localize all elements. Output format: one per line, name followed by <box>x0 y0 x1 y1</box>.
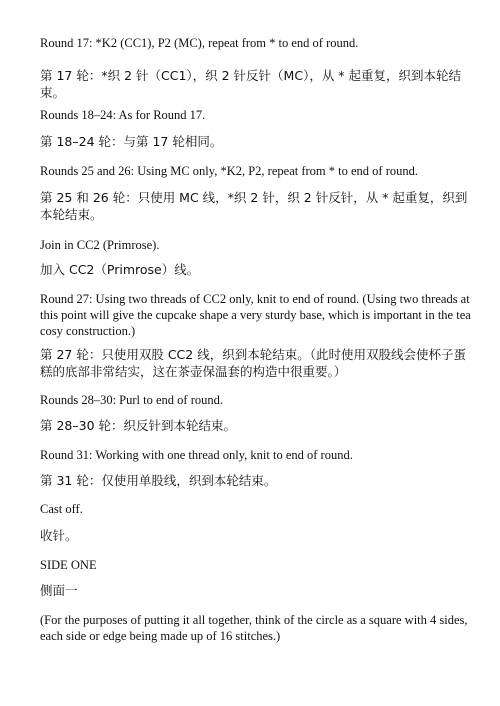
paragraph-join-cc2-en: Join in CC2 (Primrose). <box>40 238 160 252</box>
paragraph-join-cc2-zh: 加入 CC2（Primrose）线。 <box>40 262 200 277</box>
paragraph-round-17-en: Round 17: *K2 (CC1), P2 (MC), repeat from * to end of round. <box>40 36 359 50</box>
paragraph-rounds-28-30-en: Rounds 28–30: Purl to end of round. <box>40 393 223 407</box>
paragraph-circle-square-en: (For the purposes of putting it all together, think of the circle as a square with 4 sides, each side or edge being made up of 16 stitches.) <box>40 613 468 643</box>
paragraph-rounds-28-30-zh: 第 28–30 轮：织反针到本轮结束。 <box>40 418 237 433</box>
paragraph-round-31-en: Round 31: Working with one thread only, knit to end of round. <box>40 448 353 462</box>
paragraph-round-27-zh: 第 27 轮：只使用双股 CC2 线，织到本轮结束。（此时使用双股线会使杯子蛋糕的底部非常结实，这在茶壶保温套的构造中很重要。） <box>40 347 466 379</box>
paragraph-cast-off-zh: 收针。 <box>40 528 78 543</box>
paragraph-round-31-zh: 第 31 轮：仅使用单股线，织到本轮结束。 <box>40 473 277 488</box>
paragraph-round-17-zh: 第 17 轮：*织 2 针（CC1），织 2 针反针（MC），从 * 起重复，织到本轮结束。 <box>40 68 462 100</box>
paragraph-rounds-25-26-en: Rounds 25 and 26: Using MC only, *K2, P2, repeat from * to end of round. <box>40 164 418 178</box>
heading-side-one-en: SIDE ONE <box>40 558 97 572</box>
paragraph-cast-off-en: Cast off. <box>40 502 83 516</box>
heading-side-one-zh: 侧面一 <box>40 583 78 598</box>
paragraph-rounds-25-26-zh: 第 25 和 26 轮：只使用 MC 线，*织 2 针，织 2 针反针，从 * 起重复，织到本轮结束。 <box>40 190 468 222</box>
paragraph-rounds-18-24-en: Rounds 18–24: As for Round 17. <box>40 108 206 122</box>
paragraph-round-27-en: Round 27: Using two threads of CC2 only, knit to end of round. (Using two threads at this point will give the cupcake shape a very sturdy base, which is important in the tea cosy construction.) <box>40 292 471 338</box>
paragraph-rounds-18-24-zh: 第 18–24 轮：与第 17 轮相同。 <box>40 134 223 149</box>
